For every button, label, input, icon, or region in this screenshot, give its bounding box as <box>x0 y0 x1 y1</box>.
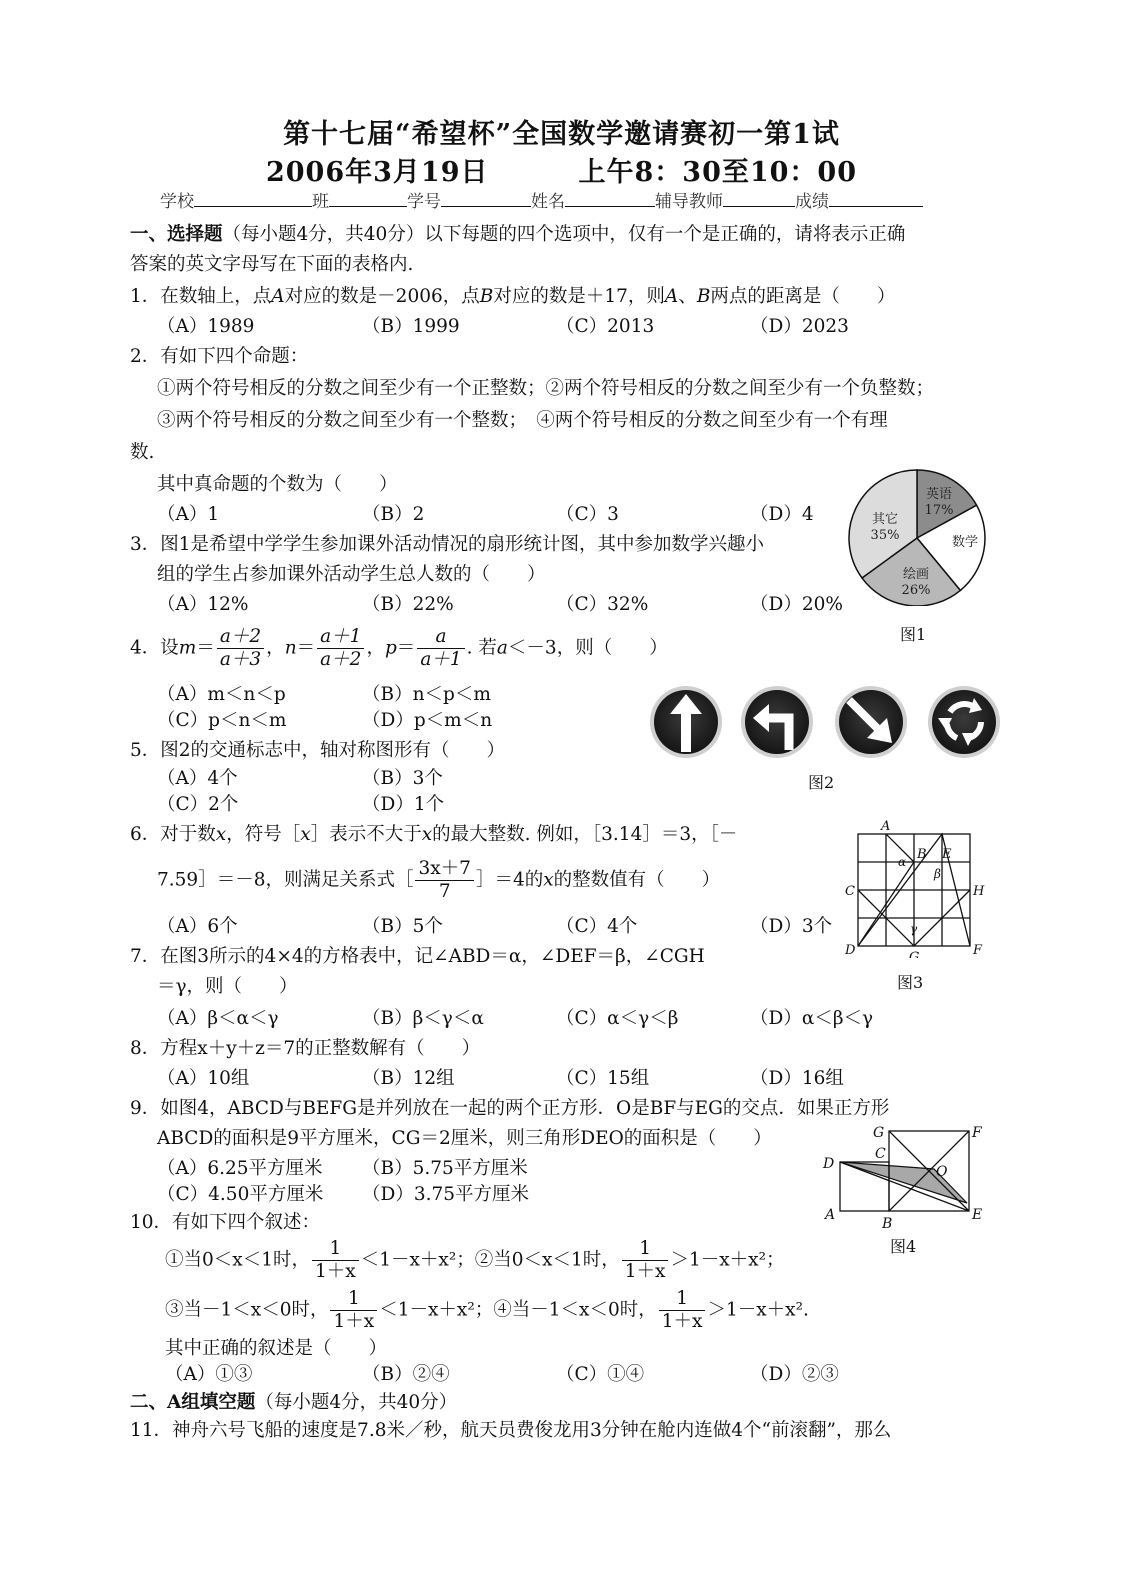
grid-label-e: E <box>942 847 952 862</box>
q3-option-d[interactable]: （D）20% <box>750 594 843 615</box>
q2-option-b[interactable]: （B）2 <box>362 504 425 525</box>
q10-statements-3-4 <box>165 1288 809 1333</box>
frac-denominator: 7 <box>438 881 451 902</box>
q6-text: ］表示不大于 <box>310 824 422 845</box>
q1-text: 对应的数是－2006，点 <box>284 286 480 307</box>
q10-option-a[interactable]: （A）①③ <box>165 1364 253 1385</box>
q4-option-c[interactable]: （C）p＜n＜m <box>157 710 287 731</box>
q6-option-a[interactable]: （A）6个 <box>157 916 238 937</box>
q4-frac-n <box>317 626 364 671</box>
field-teacher-blank[interactable] <box>723 188 795 207</box>
q4-eq: ＝ <box>396 637 416 659</box>
q4-var-m: m <box>178 637 197 659</box>
q4-eq: ＝ <box>296 637 316 659</box>
q9-line2: ABCD的面积是9平方厘米，CG＝2厘米，则三角形DEO的面积是（ ） <box>157 1128 772 1149</box>
q9-option-b[interactable]: （B）5.75平方厘米 <box>362 1158 528 1179</box>
frac-numerator: 1 <box>312 1238 359 1261</box>
q1-text: 两点的距离是（ ） <box>710 286 896 307</box>
q4-num: 4． <box>130 637 161 659</box>
sq-label-o: O <box>936 1164 948 1180</box>
q6-text: 的整数值有（ ） <box>553 869 721 891</box>
q6-option-d[interactable]: （D）3个 <box>750 916 833 937</box>
exam-date: 2006年3月19日 <box>265 157 489 188</box>
figure-1-pie <box>845 466 995 646</box>
q11-text: 神舟六号飞船的速度是7.8米／秒，航天员费俊龙用3分钟在舱内连做4个“前滚翻”，那么 <box>172 1420 892 1441</box>
field-class-blank[interactable] <box>329 188 407 207</box>
page-title: 第十七届“希望杯”全国数学邀请赛初一第1试 <box>283 119 840 150</box>
q7-option-d[interactable]: （D）α＜β＜γ <box>750 1008 874 1029</box>
q2-line2: ③两个符号相反的分数之间至少有一个整数； ④两个符号相反的分数之间至少有一个有理 <box>157 410 888 431</box>
q1-stem <box>130 284 895 310</box>
q10-option-d[interactable]: （D）②③ <box>750 1364 839 1385</box>
q1-var: B <box>479 286 494 307</box>
frac-denominator: 1＋x <box>624 1261 666 1282</box>
pie-value-other: 35% <box>870 528 900 543</box>
q1-var: A <box>664 286 679 307</box>
sq-label-f: F <box>972 1125 982 1141</box>
q6-var: x <box>421 824 433 845</box>
frac-denominator: 1＋x <box>333 1311 375 1332</box>
q10-frac <box>330 1288 377 1333</box>
q4-text: . 若 <box>466 637 497 659</box>
grid-label-g: G <box>909 950 920 958</box>
q8-stem <box>130 1036 480 1062</box>
q3-line2: 组的学生占参加课外活动学生总人数的（ ） <box>157 564 546 585</box>
q2-text: 有如下四个命题： <box>160 346 309 367</box>
q10-text: ③当－1＜x＜0时， <box>165 1299 329 1321</box>
q5-option-b[interactable]: （B）3个 <box>362 768 443 789</box>
section2-rest: （每小题4分，共40分） <box>255 1392 458 1413</box>
frac-denominator: a＋1 <box>420 649 462 670</box>
q1-var: A <box>271 286 285 307</box>
q6-text: ］＝4的 <box>475 869 544 891</box>
grid-diagram <box>840 818 990 958</box>
q1-option-d[interactable]: （D）2023 <box>750 316 849 337</box>
field-name-label: 姓名 <box>531 192 565 212</box>
q8-num: 8． <box>130 1038 161 1059</box>
q9-line1 <box>130 1096 889 1122</box>
pie-label-math: 数学 <box>951 535 979 550</box>
exam-time: 上午8：30至10：00 <box>578 157 858 188</box>
q6-option-c[interactable]: （C）4个 <box>556 916 638 937</box>
q3-option-c[interactable]: （C）32% <box>556 594 649 615</box>
q6-var: x <box>543 869 554 891</box>
q3-line1 <box>130 532 764 558</box>
straight-arrow-sign <box>650 686 722 758</box>
q1-option-b[interactable]: （B）1999 <box>362 316 460 337</box>
frac-numerator: a＋2 <box>217 626 264 649</box>
traffic-signs <box>646 684 1006 764</box>
section1-rest: （每小题4分，共40分）以下每题的四个选项中，仅有一个是正确的，请将表示正确 <box>222 224 906 245</box>
frac-numerator: a＋1 <box>317 626 364 649</box>
figure-2-caption: 图2 <box>808 773 835 792</box>
section1-heading: 一、选择题 <box>130 224 223 245</box>
q1-text: 在数轴上，点 <box>160 286 272 307</box>
q6-frac <box>415 858 473 903</box>
info-fields <box>160 188 923 215</box>
field-number-blank[interactable] <box>441 188 531 207</box>
q4-frac-m <box>217 626 264 671</box>
grid-label-b: B <box>917 847 927 862</box>
q10-text: ＞1－x＋x². <box>707 1299 809 1321</box>
q2-ask: 其中真命题的个数为（ ） <box>157 474 398 495</box>
frac-numerator: 3x＋7 <box>415 858 473 881</box>
q6-text: 的最大整数. 例如，［3.14］＝3，［－ <box>432 824 738 845</box>
sq-label-g: G <box>873 1125 885 1141</box>
q5-stem <box>130 738 505 764</box>
q8-option-d[interactable]: （D）16组 <box>750 1068 844 1089</box>
q8-text: 方程x＋y＋z＝7的正整数解有（ ） <box>160 1038 481 1059</box>
grid-label-h: H <box>973 884 985 899</box>
frac-numerator: a <box>417 626 464 649</box>
frac-numerator: 1 <box>330 1288 377 1311</box>
q2-stem <box>130 344 308 370</box>
q4-var-a: a <box>496 637 508 659</box>
q6-var: x <box>215 824 227 845</box>
grid-label-d: D <box>845 943 856 958</box>
q5-option-c[interactable]: （C）2个 <box>157 794 239 815</box>
figure-3-caption: 图3 <box>897 973 924 992</box>
frac-denominator: a＋2 <box>320 649 362 670</box>
q5-option-a[interactable]: （A）4个 <box>157 768 238 789</box>
q6-line2 <box>157 858 720 903</box>
q4-var-n: n <box>284 637 297 659</box>
q4-comma: ， <box>266 637 285 659</box>
q2-option-d[interactable]: （D）4 <box>750 504 814 525</box>
q8-option-a[interactable]: （A）10组 <box>157 1068 250 1089</box>
field-score-blank[interactable] <box>829 188 923 207</box>
roundabout-sign <box>928 686 1000 758</box>
exam-date-time <box>0 150 1123 189</box>
q1-num: 1． <box>130 286 161 307</box>
pie-chart <box>845 466 995 606</box>
figure-4-squares <box>820 1122 990 1256</box>
q10-frac <box>622 1238 669 1283</box>
field-number-label: 学号 <box>407 192 441 212</box>
q10-stem <box>130 1210 320 1236</box>
q9-num: 9． <box>130 1098 161 1119</box>
q2-line3: 数. <box>130 442 155 463</box>
q3-num: 3． <box>130 534 161 555</box>
frac-denominator: 1＋x <box>661 1311 703 1332</box>
pie-label-drawing: 绘画 <box>902 567 930 582</box>
q1-option-a[interactable]: （A）1989 <box>157 316 255 337</box>
sq-label-a: A <box>825 1207 836 1223</box>
q3-text: 图1是希望中学学生参加课外活动情况的扇形统计图，其中参加数学兴趣小 <box>160 534 765 555</box>
field-score-label: 成绩 <box>795 192 829 212</box>
q8-option-c[interactable]: （C）15组 <box>556 1068 650 1089</box>
field-school-blank[interactable] <box>194 188 312 207</box>
diagonal-arrow-sign <box>835 686 907 758</box>
grid-label-f: F <box>973 943 983 958</box>
sq-label-c: C <box>875 1146 886 1162</box>
pie-label-english: 英语 <box>925 487 953 502</box>
field-class-label: 班 <box>312 192 329 212</box>
q2-option-c[interactable]: （C）3 <box>556 504 619 525</box>
q10-text: ＜1－x＋x²；④当－1＜x＜0时， <box>379 1299 657 1321</box>
q5-option-d[interactable]: （D）1个 <box>362 794 445 815</box>
q7-option-b[interactable]: （B）β＜γ＜α <box>362 1008 484 1029</box>
q1-text: 对应的数是＋17，则 <box>493 286 665 307</box>
q10-frac <box>312 1238 359 1283</box>
q6-num: 6． <box>130 824 161 845</box>
figure-3-grid <box>840 818 990 998</box>
q10-statements-1-2 <box>165 1238 785 1283</box>
grid-label-c: C <box>845 884 855 899</box>
q3-option-a[interactable]: （A）12% <box>157 594 249 615</box>
q11-stem <box>130 1418 891 1444</box>
section2-heading: 二、A组填空题 <box>130 1392 256 1413</box>
frac-numerator: 1 <box>659 1288 706 1311</box>
section2-instructions <box>130 1390 457 1416</box>
q1-var: B <box>696 286 711 307</box>
grid-angle-alpha: α <box>898 855 907 869</box>
field-school-label: 学校 <box>160 192 194 212</box>
field-name-blank[interactable] <box>565 188 655 207</box>
section1-line2: 答案的英文字母写在下面的表格内. <box>130 254 414 275</box>
left-turn-sign <box>741 686 813 758</box>
q4-eq: ＝ <box>196 637 215 659</box>
pie-label-other: 其它 <box>871 512 899 527</box>
q4-text: ＜－3，则（ ） <box>507 637 668 659</box>
q11-num: 11． <box>130 1420 173 1441</box>
q10-frac <box>659 1288 706 1333</box>
pie-value-english: 17% <box>924 503 954 518</box>
q2-num: 2． <box>130 346 161 367</box>
q10-text: ＜1－x＋x²；②当0＜x＜1时， <box>360 1249 620 1271</box>
q10-option-c[interactable]: （C）①④ <box>556 1364 645 1385</box>
q1-option-c[interactable]: （C）2013 <box>556 316 655 337</box>
q4-text: 设 <box>160 637 179 659</box>
q7-text: 在图3所示的4×4的方格表中，记∠ABD＝α，∠DEF＝β，∠CGH <box>160 946 705 967</box>
q7-num: 7． <box>130 946 161 967</box>
q4-comma: ， <box>366 637 385 659</box>
frac-denominator: 1＋x <box>314 1261 356 1282</box>
q7-option-c[interactable]: （C）α＜γ＜β <box>556 1008 679 1029</box>
frac-numerator: 1 <box>622 1238 669 1261</box>
q7-line2: ＝γ，则（ ） <box>157 976 298 997</box>
q9-option-d[interactable]: （D）3.75平方厘米 <box>362 1184 530 1205</box>
q6-text: ，符号［ <box>226 824 301 845</box>
q10-text: 有如下四个叙述： <box>172 1212 321 1233</box>
q6-line1 <box>130 822 737 848</box>
q9-option-a[interactable]: （A）6.25平方厘米 <box>157 1158 323 1179</box>
q3-option-b[interactable]: （B）22% <box>362 594 454 615</box>
q4-frac-p <box>417 626 464 671</box>
q2-option-a[interactable]: （A）1 <box>157 504 220 525</box>
q4-option-a[interactable]: （A）m＜n＜p <box>157 684 286 705</box>
q9-text: 如图4，ABCD与BEFG是并列放在一起的两个正方形．O是BF与EG的交点．如果正方形 <box>160 1098 890 1119</box>
q6-text: 7.59］＝－8，则满足关系式［ <box>157 869 414 891</box>
sq-label-b: B <box>882 1216 893 1232</box>
sq-label-d: D <box>823 1156 835 1172</box>
grid-angle-beta: β <box>934 867 941 881</box>
figure-2-signs <box>646 684 1006 794</box>
q5-num: 5． <box>130 740 161 761</box>
section1-instructions <box>130 222 905 248</box>
q6-text: 对于数 <box>160 824 216 845</box>
q7-line1 <box>130 944 705 970</box>
squares-diagram <box>820 1122 990 1234</box>
figure-4-caption: 图4 <box>890 1237 917 1256</box>
grid-label-a: A <box>881 819 891 834</box>
sq-label-e: E <box>972 1207 983 1223</box>
figure-1-caption: 图1 <box>900 625 927 644</box>
q4-var-p: p <box>384 637 397 659</box>
q4-option-b[interactable]: （B）n＜p＜m <box>362 684 491 705</box>
q7-option-a[interactable]: （A）β＜α＜γ <box>157 1008 279 1029</box>
field-teacher-label: 辅导教师 <box>655 192 723 212</box>
pie-value-drawing: 26% <box>901 583 931 598</box>
q6-option-b[interactable]: （B）5个 <box>362 916 443 937</box>
q5-text: 图2的交通标志中，轴对称图形有（ ） <box>160 740 506 761</box>
q4-option-d[interactable]: （D）p＜m＜n <box>362 710 493 731</box>
grid-angle-gamma: γ <box>910 922 918 936</box>
q10-num: 10． <box>130 1212 173 1233</box>
q1-text: 、 <box>678 286 697 307</box>
frac-denominator: a＋3 <box>219 649 262 670</box>
q10-text: ①当0＜x＜1时， <box>165 1249 310 1271</box>
q6-var: x <box>300 824 311 845</box>
q2-line1: ①两个符号相反的分数之间至少有一个正整数；②两个符号相反的分数之间至少有一个负整数； <box>157 378 935 399</box>
q4-stem <box>130 626 668 671</box>
q10-ask: 其中正确的叙述是（ ） <box>165 1338 388 1359</box>
q10-text: ＞1－x＋x²； <box>670 1249 785 1271</box>
q9-option-c[interactable]: （C）4.50平方厘米 <box>157 1184 324 1205</box>
q8-option-b[interactable]: （B）12组 <box>362 1068 455 1089</box>
q10-option-b[interactable]: （B）②④ <box>362 1364 450 1385</box>
